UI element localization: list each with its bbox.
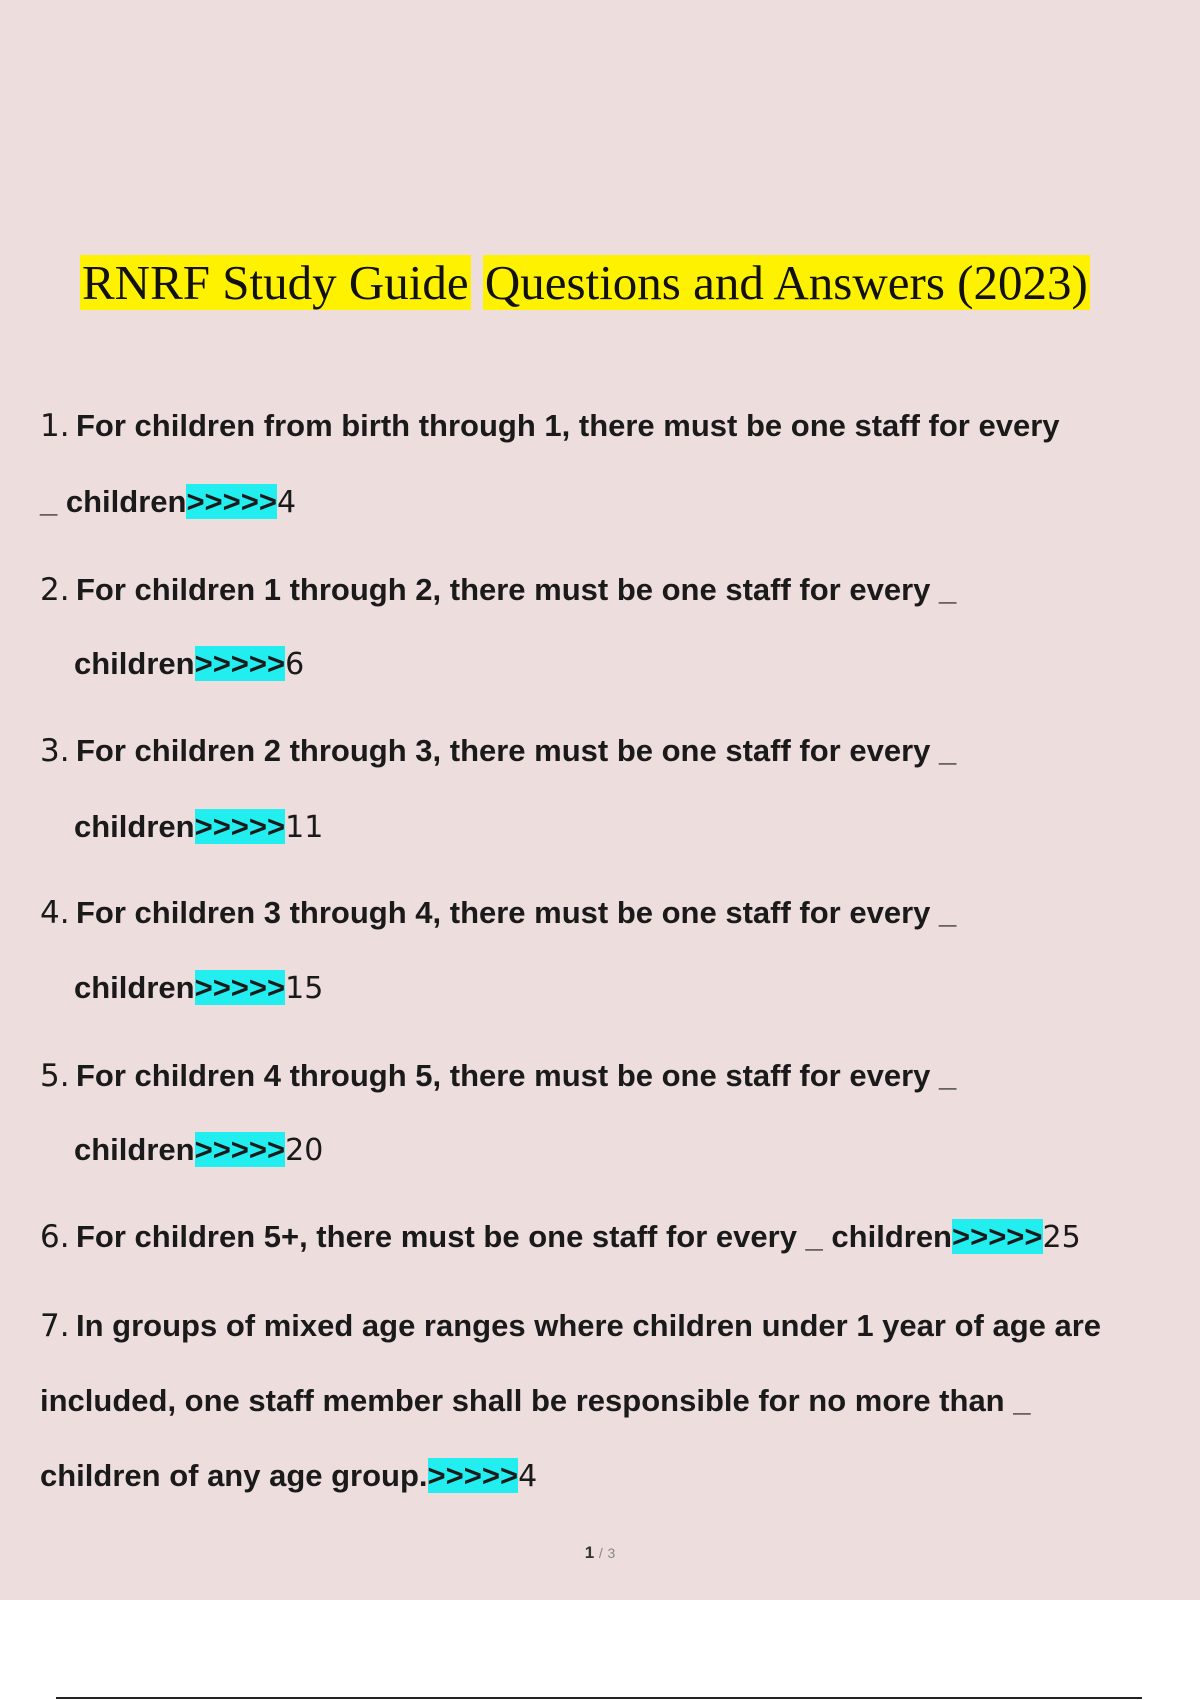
page-indicator — [0, 1543, 1200, 1563]
divider — [56, 1697, 1142, 1699]
question-number: 3. — [40, 733, 70, 769]
answer-marker: >>>>> — [427, 1458, 519, 1493]
answer-marker: >>>>> — [952, 1219, 1043, 1254]
question-text: For children 1 through 2, there must be one staff for every _ — [76, 572, 957, 607]
question-5 — [40, 1056, 1160, 1168]
answer-value: 25 — [1042, 1220, 1081, 1255]
page-separator: / — [598, 1545, 603, 1561]
question-text: For children from birth through 1, there must be one staff for every — [76, 408, 1060, 443]
answer-marker: >>>>> — [194, 970, 286, 1005]
answer-marker: >>>>> — [194, 809, 286, 844]
question-number: 7. — [40, 1308, 70, 1344]
question-number: 5. — [40, 1058, 70, 1094]
answer-marker: >>>>> — [194, 646, 286, 681]
answer-value: 20 — [285, 1133, 324, 1168]
question-text: For children 4 through 5, there must be one staff for every _ — [76, 1058, 957, 1093]
title-part-2: Questions and Answers (2023) — [484, 255, 1088, 310]
answer-value: 6 — [285, 647, 305, 682]
question-text: For children 2 through 3, there must be one staff for every _ — [76, 733, 957, 768]
question-number: 1. — [40, 408, 70, 444]
question-4 — [40, 893, 1160, 1006]
total-pages: 3 — [607, 1545, 616, 1561]
answer-value: 4 — [518, 1459, 538, 1494]
question-6 — [40, 1217, 1160, 1258]
question-3 — [40, 731, 1160, 845]
answer-value: 11 — [285, 810, 324, 845]
question-text: For children 5+, there must be one staff for every _ children — [76, 1219, 952, 1254]
title-part-1: RNRF Study Guide — [82, 255, 469, 310]
answer-value: 15 — [285, 971, 324, 1006]
question-text-cont: _ children — [40, 484, 187, 519]
question-text-cont: children — [74, 970, 195, 1005]
question-text-cont-2: children of any age group. — [40, 1458, 428, 1493]
title-block — [80, 252, 1160, 314]
question-number: 6. — [40, 1219, 70, 1255]
page-title — [80, 252, 1160, 314]
question-2 — [40, 570, 1160, 682]
question-number: 4. — [40, 895, 70, 931]
question-7 — [40, 1306, 1160, 1494]
question-text-cont: children — [74, 1132, 195, 1167]
answer-marker: >>>>> — [186, 484, 277, 519]
question-text: In groups of mixed age ranges where children under 1 year of age are — [76, 1308, 1102, 1343]
question-text-cont: children — [74, 809, 195, 844]
question-number: 2. — [40, 572, 70, 608]
answer-marker: >>>>> — [194, 1132, 286, 1167]
answer-value: 4 — [276, 485, 297, 520]
question-text-cont: included, one staff member shall be responsible for no more than _ — [40, 1383, 1031, 1418]
current-page: 1 — [584, 1543, 595, 1562]
question-text-cont: children — [74, 646, 195, 681]
question-text: For children 3 through 4, there must be one staff for every _ — [76, 895, 957, 930]
question-1 — [40, 406, 1160, 520]
